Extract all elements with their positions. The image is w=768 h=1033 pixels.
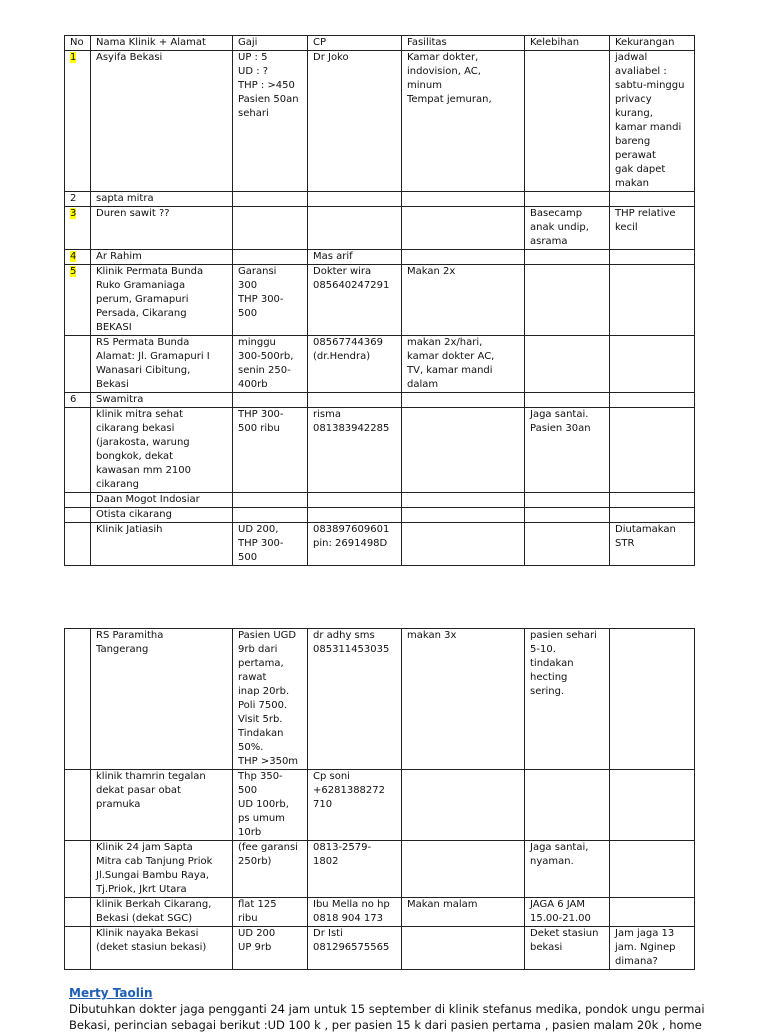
cell-kelebihan	[525, 508, 610, 523]
cell-fasilitas	[402, 408, 525, 493]
cell-no: 6	[65, 393, 91, 408]
cell-cp	[308, 393, 402, 408]
cell-kekurangan	[610, 508, 695, 523]
cell-kelebihan	[525, 265, 610, 336]
cell-fasilitas	[402, 841, 525, 898]
cell-kelebihan	[525, 393, 610, 408]
cell-nama-klinik: Ar Rahim	[91, 250, 233, 265]
cell-fasilitas	[402, 927, 525, 970]
table-row	[65, 841, 695, 898]
clinic-table-1	[64, 35, 695, 566]
cell-no	[65, 250, 91, 265]
cell-no	[65, 265, 91, 336]
cell-no	[65, 336, 91, 393]
header-nama-klinik: Nama Klinik + Alamat	[91, 36, 233, 51]
cell-cp: Dr Isti 081296575565	[308, 927, 402, 970]
cell-gaji	[233, 508, 308, 523]
cell-kekurangan	[610, 408, 695, 493]
clinic-table-2	[64, 628, 695, 970]
header-fasilitas: Fasilitas	[402, 36, 525, 51]
cell-kekurangan	[610, 770, 695, 841]
cell-nama-klinik: Asyifa Bekasi	[91, 51, 233, 192]
cell-cp	[308, 508, 402, 523]
table-row	[65, 629, 695, 770]
cell-kekurangan	[610, 192, 695, 207]
cell-gaji: Garansi 300 THP 300- 500	[233, 265, 308, 336]
cell-gaji: Pasien UGD 9rb dari pertama, rawat inap 20rb. Poli 7500. Visit 5rb. Tindakan 50%. THP >350m	[233, 629, 308, 770]
cell-kekurangan	[610, 898, 695, 927]
cell-cp: dr adhy sms 085311453035	[308, 629, 402, 770]
cell-fasilitas	[402, 770, 525, 841]
cell-fasilitas: Makan 2x	[402, 265, 525, 336]
cell-kelebihan: JAGA 6 JAM 15.00-21.00	[525, 898, 610, 927]
cell-nama-klinik: Klinik Jatiasih	[91, 523, 233, 566]
cell-kekurangan	[610, 265, 695, 336]
row-number-highlight: 4	[70, 251, 77, 262]
cell-no: 2	[65, 192, 91, 207]
cell-no	[65, 207, 91, 250]
cell-kekurangan: Jam jaga 13 jam. Nginep dimana?	[610, 927, 695, 970]
cell-kekurangan: jadwal avaliabel : sabtu-minggu privacy kurang, kamar mandi bareng perawat gak dapet makan	[610, 51, 695, 192]
cell-nama-klinik: klinik thamrin tegalan dekat pasar obat pramuka	[91, 770, 233, 841]
cell-gaji	[233, 207, 308, 250]
cell-kekurangan	[610, 393, 695, 408]
cell-nama-klinik: Klinik 24 jam Sapta Mitra cab Tanjung Priok Jl.Sungai Bambu Raya, Tj.Priok, Jkrt Utara	[91, 841, 233, 898]
cell-cp: 08567744369 (dr.Hendra)	[308, 336, 402, 393]
cell-gaji	[233, 393, 308, 408]
cell-gaji: UP : 5 UD : ? THP : >450 Pasien 50an sehari	[233, 51, 308, 192]
cell-kekurangan	[610, 841, 695, 898]
cell-fasilitas: makan 3x	[402, 629, 525, 770]
cell-fasilitas	[402, 207, 525, 250]
note-line-2: Bekasi, perincian sebagai berikut :UD 100 k , per pasien 15 k dari pasien pertama , pasien malam 20k , home	[69, 1018, 702, 1032]
cell-nama-klinik: klinik mitra sehat cikarang bekasi (jarakosta, warung bongkok, dekat kawasan mm 2100 cikarang	[91, 408, 233, 493]
row-number-highlight: 5	[70, 266, 77, 277]
cell-gaji: UD 200 UP 9rb	[233, 927, 308, 970]
table-row	[65, 51, 695, 192]
cell-nama-klinik: RS Paramitha Tangerang	[91, 629, 233, 770]
author-link[interactable]: Merty Taolin	[69, 986, 153, 1000]
note-line-1: Dibutuhkan dokter jaga pengganti 24 jam untuk 15 september di klinik stefanus medika, pondok ungu permai	[69, 1002, 705, 1016]
cell-gaji	[233, 493, 308, 508]
table-row	[65, 207, 695, 250]
cell-fasilitas	[402, 523, 525, 566]
cell-no	[65, 493, 91, 508]
cell-fasilitas: Kamar dokter, indovision, AC, minum Tempat jemuran,	[402, 51, 525, 192]
cell-kekurangan	[610, 493, 695, 508]
cell-cp: Cp soni +6281388272 710	[308, 770, 402, 841]
table-row	[65, 770, 695, 841]
cell-no	[65, 770, 91, 841]
cell-kelebihan: Jaga santai. Pasien 30an	[525, 408, 610, 493]
cell-nama-klinik: Otista cikarang	[91, 508, 233, 523]
cell-nama-klinik: Klinik nayaka Bekasi (deket stasiun bekasi)	[91, 927, 233, 970]
cell-no	[65, 629, 91, 770]
cell-nama-klinik: Klinik Permata Bunda Ruko Gramaniaga perum, Gramapuri Persada, Cikarang BEKASI	[91, 265, 233, 336]
cell-nama-klinik: Duren sawit ??	[91, 207, 233, 250]
cell-gaji: UD 200, THP 300- 500	[233, 523, 308, 566]
cell-cp	[308, 207, 402, 250]
row-number-highlight: 1	[70, 52, 77, 63]
table-row	[65, 393, 695, 408]
cell-cp: Dr Joko	[308, 51, 402, 192]
cell-no	[65, 408, 91, 493]
cell-kelebihan	[525, 493, 610, 508]
header-kekurangan: Kekurangan	[610, 36, 695, 51]
cell-fasilitas	[402, 250, 525, 265]
header-no: No	[65, 36, 91, 51]
table-row	[65, 508, 695, 523]
cell-no	[65, 898, 91, 927]
row-number-highlight: 3	[70, 208, 77, 219]
cell-cp: 083897609601 pin: 2691498D	[308, 523, 402, 566]
table-row	[65, 336, 695, 393]
cell-no	[65, 927, 91, 970]
cell-nama-klinik: RS Permata Bunda Alamat: Jl. Gramapuri I Wanasari Cibitung, Bekasi	[91, 336, 233, 393]
table-row	[65, 250, 695, 265]
cell-nama-klinik: klinik Berkah Cikarang, Bekasi (dekat SGC)	[91, 898, 233, 927]
table-header-row	[65, 36, 695, 51]
table-row	[65, 192, 695, 207]
table-row	[65, 523, 695, 566]
cell-kelebihan	[525, 523, 610, 566]
cell-cp: Ibu Mella no hp 0818 904 173	[308, 898, 402, 927]
cell-no	[65, 51, 91, 192]
cell-cp: risma 081383942285	[308, 408, 402, 493]
cell-gaji	[233, 250, 308, 265]
cell-kelebihan	[525, 192, 610, 207]
table-row	[65, 493, 695, 508]
cell-cp	[308, 493, 402, 508]
cell-fasilitas	[402, 192, 525, 207]
cell-no	[65, 523, 91, 566]
cell-kelebihan	[525, 51, 610, 192]
cell-kelebihan: Jaga santai, nyaman.	[525, 841, 610, 898]
cell-gaji: THP 300- 500 ribu	[233, 408, 308, 493]
table-row	[65, 408, 695, 493]
cell-kelebihan: pasien sehari 5-10. tindakan hecting sering.	[525, 629, 610, 770]
cell-fasilitas: Makan malam	[402, 898, 525, 927]
cell-kelebihan	[525, 770, 610, 841]
cell-nama-klinik: Daan Mogot Indosiar	[91, 493, 233, 508]
cell-cp: 0813-2579- 1802	[308, 841, 402, 898]
header-cp: CP	[308, 36, 402, 51]
table-row	[65, 265, 695, 336]
cell-no	[65, 841, 91, 898]
header-kelebihan: Kelebihan	[525, 36, 610, 51]
cell-gaji: (fee garansi 250rb)	[233, 841, 308, 898]
cell-gaji: minggu 300-500rb, senin 250- 400rb	[233, 336, 308, 393]
cell-kekurangan: THP relative kecil	[610, 207, 695, 250]
cell-fasilitas: makan 2x/hari, kamar dokter AC, TV, kamar mandi dalam	[402, 336, 525, 393]
note-section	[69, 986, 768, 1033]
cell-kekurangan	[610, 250, 695, 265]
cell-cp: Dokter wira 085640247291	[308, 265, 402, 336]
cell-fasilitas	[402, 493, 525, 508]
cell-kekurangan: Diutamakan STR	[610, 523, 695, 566]
cell-fasilitas	[402, 508, 525, 523]
cell-kekurangan	[610, 336, 695, 393]
cell-kekurangan	[610, 629, 695, 770]
cell-gaji: Thp 350- 500 UD 100rb, ps umum 10rb	[233, 770, 308, 841]
cell-gaji	[233, 192, 308, 207]
cell-cp	[308, 192, 402, 207]
cell-kelebihan	[525, 250, 610, 265]
cell-nama-klinik: sapta mitra	[91, 192, 233, 207]
cell-gaji: flat 125 ribu	[233, 898, 308, 927]
cell-kelebihan: Basecamp anak undip, asrama	[525, 207, 610, 250]
table-row	[65, 927, 695, 970]
cell-fasilitas	[402, 393, 525, 408]
cell-cp: Mas arif	[308, 250, 402, 265]
cell-kelebihan: Deket stasiun bekasi	[525, 927, 610, 970]
cell-no	[65, 508, 91, 523]
cell-nama-klinik: Swamitra	[91, 393, 233, 408]
table-row	[65, 898, 695, 927]
cell-kelebihan	[525, 336, 610, 393]
header-gaji: Gaji	[233, 36, 308, 51]
